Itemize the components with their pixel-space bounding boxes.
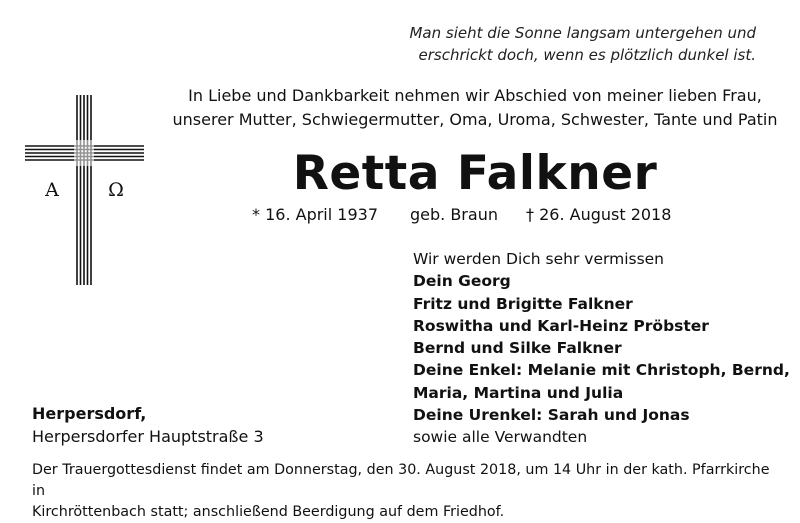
mourner-line: Fritz und Brigitte Falkner — [413, 294, 633, 313]
mourner-line: Maria, Martina und Julia — [413, 383, 624, 402]
mourners-list — [413, 248, 790, 449]
mourner-line: Deine Urenkel: Sarah und Jonas — [413, 406, 690, 425]
death-date: † 26. August 2018 — [526, 205, 672, 224]
alpha-symbol: A — [45, 179, 59, 201]
mourner-line: Wir werden Dich sehr vermissen — [413, 250, 665, 268]
quote — [396, 22, 756, 66]
mourner-line: Deine Enkel: Melanie mit Christoph, Bernd, — [413, 361, 790, 380]
address-town: Herpersdorf, — [32, 404, 147, 423]
birth-date: * 16. April 1937 — [252, 205, 378, 224]
address-street: Herpersdorfer Hauptstraße 3 — [32, 427, 264, 446]
birth-name: geb. Braun — [410, 205, 498, 224]
mourner-line: Dein Georg — [413, 272, 511, 291]
intro-line-2: unserer Mutter, Schwiegermutter, Oma, Uroma, Schwester, Tante und Patin — [172, 110, 778, 129]
mourner-line: sowie alle Verwandten — [413, 428, 588, 447]
cross-drawing — [22, 90, 147, 290]
intro-text — [170, 84, 780, 132]
quote-line-1: Man sieht die Sonne langsam untergehen und — [409, 24, 756, 42]
omega-symbol: Ω — [108, 179, 124, 201]
intro-line-1: In Liebe und Dankbarkeit nehmen wir Abschied von meiner lieben Frau, — [188, 86, 762, 105]
quote-line-2: erschrickt doch, wenn es plötzlich dunkel ist. — [418, 46, 756, 64]
mourner-line: Roswitha und Karl-Heinz Pröbster — [413, 316, 709, 335]
life-dates — [252, 205, 671, 224]
deceased-name: Retta Falkner — [292, 146, 658, 201]
service-line-2: Kirchröttenbach statt; anschließend Beerdigung auf dem Friedhof. — [32, 504, 505, 520]
cross-icon — [22, 90, 147, 294]
service-line-1: Der Trauergottesdienst findet am Donnerstag, den 30. August 2018, um 14 Uhr in der kath. Pfarrkirche in — [32, 462, 770, 499]
service-announcement — [32, 460, 772, 523]
address — [32, 402, 264, 448]
mourner-line: Bernd und Silke Falkner — [413, 339, 622, 358]
